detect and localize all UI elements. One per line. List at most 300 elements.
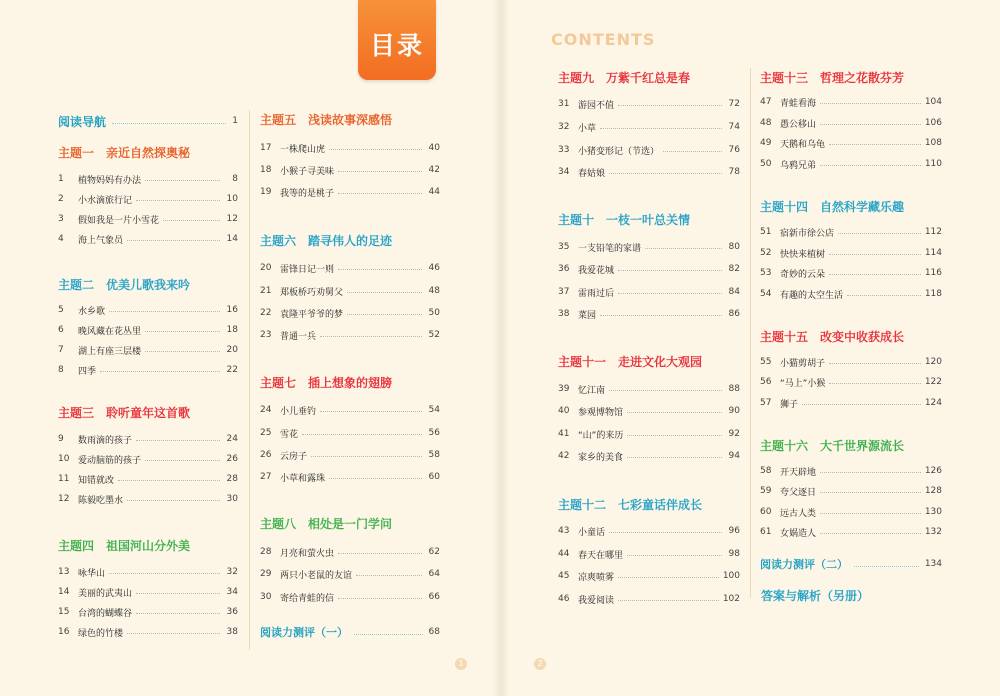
dot-leader — [618, 293, 722, 294]
dot-leader — [802, 404, 921, 405]
toc-entry[interactable] — [58, 172, 238, 186]
dot-leader — [320, 411, 422, 412]
entry-title: 美丽的武夷山 — [78, 588, 133, 599]
entry-title: 远古人类 — [780, 508, 817, 519]
entry-number: 44 — [558, 549, 570, 559]
reading-guide-entry[interactable] — [58, 113, 238, 129]
dot-leader — [618, 600, 719, 601]
dot-leader — [109, 311, 220, 312]
entry-title: 小儿垂钓 — [280, 406, 317, 417]
entry-number: 26 — [260, 450, 272, 460]
dot-leader — [100, 371, 220, 372]
toc-entry[interactable] — [558, 382, 740, 396]
entry-title: 家乡的美食 — [578, 452, 624, 463]
dot-leader — [609, 532, 722, 533]
entry-title: 狮子 — [780, 399, 799, 410]
section-title: 一枝一叶总关情 — [606, 213, 691, 227]
entry-title: 小水滴旅行记 — [78, 195, 133, 206]
entry-title: 郑板桥巧劝舅父 — [280, 287, 344, 298]
entry-title: 夸父逐日 — [780, 487, 817, 498]
section-heading[interactable] — [760, 198, 904, 215]
section-title: 踏寻伟人的足迹 — [308, 234, 393, 248]
toc-entry[interactable] — [760, 266, 942, 280]
entry-number: 16 — [58, 627, 70, 637]
toc-entry[interactable] — [58, 432, 238, 446]
entry-number: 47 — [760, 97, 772, 107]
toc-entry[interactable] — [558, 569, 740, 583]
toc-entry[interactable] — [260, 306, 440, 320]
toc-entry[interactable] — [58, 212, 238, 226]
toc-entry[interactable] — [760, 116, 942, 130]
entry-page: 62 — [428, 547, 440, 557]
entry-number: 48 — [760, 118, 772, 128]
entry-page: 12 — [226, 214, 238, 224]
entry-page: 106 — [924, 118, 942, 128]
entry-page: 24 — [226, 434, 238, 444]
toc-entry[interactable] — [260, 261, 440, 275]
entry-number: 1 — [58, 174, 64, 184]
entry-number: 54 — [760, 289, 772, 299]
entry-title: 阅读导航 — [58, 114, 107, 129]
toc-entry[interactable] — [58, 303, 238, 317]
entry-title: 我爱花城 — [578, 265, 615, 276]
column-divider — [249, 110, 250, 650]
toc-entry[interactable] — [558, 262, 740, 276]
toc-entry[interactable] — [760, 136, 942, 150]
entry-title: 阅读力测评（二） — [760, 558, 848, 571]
toc-entry[interactable] — [260, 328, 440, 342]
entry-number: 10 — [58, 454, 70, 464]
section-label: 主题七 — [260, 376, 297, 390]
entry-number: 20 — [260, 263, 272, 273]
entry-page: 108 — [924, 138, 942, 148]
toc-entry[interactable] — [760, 464, 942, 478]
entry-number: 59 — [760, 486, 772, 496]
entry-number: 43 — [558, 526, 570, 536]
section-heading[interactable] — [760, 437, 904, 454]
entry-number: 29 — [260, 569, 272, 579]
dot-leader — [338, 171, 422, 172]
section-title: 万紫千红总是春 — [606, 71, 691, 85]
entry-page: 120 — [924, 357, 942, 367]
entry-title: 袁隆平爷爷的梦 — [280, 309, 344, 320]
toc-entry[interactable] — [760, 525, 942, 539]
entry-page: 38 — [226, 627, 238, 637]
section-label: 主题十二 — [558, 498, 607, 512]
entry-page: 118 — [924, 289, 942, 299]
entry-page: 74 — [728, 122, 740, 132]
toc-entry[interactable] — [558, 240, 740, 254]
toc-entry[interactable] — [58, 343, 238, 357]
section-title: 祖国河山分外美 — [106, 539, 191, 553]
section-label: 主题十四 — [760, 200, 809, 214]
section-title: 自然科学藏乐趣 — [820, 200, 905, 214]
toc-entry[interactable] — [260, 590, 440, 604]
entry-title: 青蛙看海 — [780, 98, 817, 109]
toc-entry[interactable] — [558, 285, 740, 299]
entry-page: 94 — [728, 451, 740, 461]
entry-number: 4 — [58, 234, 64, 244]
entry-page: 48 — [428, 286, 440, 296]
dot-leader — [820, 124, 921, 125]
entry-title: 假如我是一片小雪花 — [78, 215, 160, 226]
toc-entry[interactable] — [760, 505, 942, 519]
entry-title: “马上”小猴 — [780, 378, 826, 389]
entry-number: 5 — [58, 305, 64, 315]
section-label: 主题三 — [58, 406, 95, 420]
section-label: 主题十三 — [760, 71, 809, 85]
dot-leader — [109, 573, 220, 574]
dot-leader — [600, 128, 722, 129]
dot-leader — [829, 254, 921, 255]
dot-leader — [820, 492, 921, 493]
entry-title: 爱动脑筋的孩子 — [78, 455, 142, 466]
toc-entry[interactable] — [760, 225, 942, 239]
dot-leader — [618, 270, 722, 271]
toc-entry[interactable] — [260, 284, 440, 298]
section-heading[interactable] — [260, 515, 392, 532]
entry-page: 30 — [226, 494, 238, 504]
toc-entry[interactable] — [260, 163, 440, 177]
toc-entry[interactable] — [58, 363, 238, 377]
toc-entry[interactable] — [558, 592, 740, 606]
entry-title: 寄给青蛙的信 — [280, 593, 335, 604]
section-title: 浅读故事深感悟 — [308, 113, 393, 127]
entry-title: 小猫剪胡子 — [780, 358, 826, 369]
entry-page: 68 — [428, 627, 440, 637]
entry-title: 忆江南 — [578, 385, 606, 396]
entry-title: 两只小老鼠的友谊 — [280, 570, 353, 581]
entry-title: 宿新市徐公店 — [780, 228, 835, 239]
entry-title: 阅读力测评（一） — [260, 626, 348, 639]
dot-leader — [854, 566, 919, 567]
toc-entry[interactable] — [760, 287, 942, 301]
entry-title: 数雨滴的孩子 — [78, 435, 133, 446]
section-label: 主题十 — [558, 213, 595, 227]
toc-entry[interactable] — [760, 396, 942, 410]
entry-title: 四季 — [78, 366, 97, 377]
entry-number: 52 — [760, 248, 772, 258]
entry-page: 10 — [226, 194, 238, 204]
dot-leader — [820, 165, 921, 166]
page-title: 目录 — [358, 0, 436, 80]
entry-title: 陈毅吃墨水 — [78, 495, 124, 506]
toc-entry[interactable] — [58, 452, 238, 466]
entry-number: 32 — [558, 122, 570, 132]
entry-page: 1 — [232, 116, 238, 126]
section-label: 主题四 — [58, 539, 95, 553]
toc-entry[interactable] — [558, 404, 740, 418]
section-heading[interactable] — [260, 232, 392, 249]
entry-number: 23 — [260, 330, 272, 340]
entry-number: 7 — [58, 345, 64, 355]
page-number-left: 1 — [455, 658, 467, 670]
entry-page: 52 — [428, 330, 440, 340]
entry-page: 116 — [924, 268, 942, 278]
entry-title: 小童话 — [578, 527, 606, 538]
toc-entry[interactable] — [760, 157, 942, 171]
section-title: 走进文化大观园 — [618, 355, 703, 369]
entry-number: 58 — [760, 466, 772, 476]
dot-leader — [627, 412, 722, 413]
section-title: 相处是一门学问 — [308, 517, 393, 531]
entry-title: 我爱阅读 — [578, 595, 615, 606]
section-heading[interactable] — [558, 496, 702, 513]
section-heading[interactable] — [58, 404, 190, 421]
section-heading[interactable] — [558, 211, 690, 228]
toc-entry[interactable] — [760, 375, 942, 389]
section-heading[interactable] — [58, 537, 190, 554]
entry-title: 知错就改 — [78, 475, 115, 486]
entry-title: 台湾的蝴蝶谷 — [78, 608, 133, 619]
entry-page: 34 — [226, 587, 238, 597]
dot-leader — [829, 144, 921, 145]
dot-leader — [820, 472, 921, 473]
toc-entry[interactable] — [58, 625, 238, 639]
section-label: 主题十五 — [760, 330, 809, 344]
entry-number: 53 — [760, 268, 772, 278]
section-label: 主题六 — [260, 234, 297, 248]
book-spine — [492, 0, 510, 696]
entry-number: 31 — [558, 99, 570, 109]
entry-title: 植物妈妈有办法 — [78, 175, 142, 186]
toc-entry[interactable] — [58, 605, 238, 619]
entry-number: 49 — [760, 138, 772, 148]
dot-leader — [627, 457, 722, 458]
dot-leader — [338, 193, 422, 194]
entry-title: 小草和露珠 — [280, 473, 326, 484]
entry-number: 19 — [260, 187, 272, 197]
entry-title: 一株爬山虎 — [280, 144, 326, 155]
entry-number: 55 — [760, 357, 772, 367]
toc-entry[interactable] — [58, 232, 238, 246]
dot-leader — [820, 513, 921, 514]
toc-entry[interactable] — [58, 585, 238, 599]
entry-title: 雷雨过后 — [578, 288, 615, 299]
entry-page: 80 — [728, 242, 740, 252]
entry-number: 30 — [260, 592, 272, 602]
entry-number: 22 — [260, 308, 272, 318]
entry-page: 18 — [226, 325, 238, 335]
toc-entry[interactable] — [58, 192, 238, 206]
dot-leader — [338, 598, 422, 599]
entry-title: 小草 — [578, 123, 597, 134]
entry-page: 8 — [232, 174, 238, 184]
toc-entry[interactable] — [558, 307, 740, 321]
entry-page: 102 — [722, 594, 740, 604]
dot-leader — [829, 363, 921, 364]
entry-title: 天鹅和乌龟 — [780, 139, 826, 150]
entry-page: 92 — [728, 429, 740, 439]
entry-page: 96 — [728, 526, 740, 536]
toc-entry[interactable] — [558, 165, 740, 179]
entry-page: 22 — [226, 365, 238, 375]
entry-title: 雪花 — [280, 429, 299, 440]
toc-entry[interactable] — [260, 403, 440, 417]
dot-leader — [663, 151, 722, 152]
entry-title: 菜园 — [578, 310, 597, 321]
dot-leader — [320, 336, 422, 337]
entry-number: 14 — [58, 587, 70, 597]
toc-entry[interactable] — [558, 449, 740, 463]
entry-page: 36 — [226, 607, 238, 617]
dot-leader — [347, 314, 422, 315]
toc-entry[interactable] — [58, 565, 238, 579]
entry-title: 春姑娘 — [578, 168, 606, 179]
entry-number: 60 — [760, 507, 772, 517]
toc-entry[interactable] — [760, 95, 942, 109]
entry-title: 湖上有座三层楼 — [78, 346, 142, 357]
entry-number: 2 — [58, 194, 64, 204]
entry-page: 86 — [728, 309, 740, 319]
dot-leader — [645, 248, 722, 249]
entry-page: 16 — [226, 305, 238, 315]
entry-title: 小猪变形记（节选） — [578, 146, 660, 157]
entry-page: 134 — [924, 559, 942, 569]
entry-number: 8 — [58, 365, 64, 375]
entry-page: 100 — [722, 571, 740, 581]
entry-number: 18 — [260, 165, 272, 175]
entry-title: 月亮和萤火虫 — [280, 548, 335, 559]
section-heading[interactable] — [760, 328, 904, 345]
dot-leader — [838, 233, 921, 234]
entry-page: 64 — [428, 569, 440, 579]
dot-leader — [627, 435, 722, 436]
section-label: 主题一 — [58, 146, 95, 160]
entry-page: 104 — [924, 97, 942, 107]
toc-entry[interactable] — [558, 143, 740, 157]
assessment-entry[interactable] — [260, 624, 440, 640]
entry-number: 36 — [558, 264, 570, 274]
entry-title: 普通一兵 — [280, 331, 317, 342]
section-heading[interactable] — [760, 69, 904, 86]
entry-title: 参观博物馆 — [578, 407, 624, 418]
dot-leader — [356, 575, 422, 576]
entry-page: 76 — [728, 145, 740, 155]
toc-entry[interactable] — [58, 492, 238, 506]
section-heading[interactable] — [58, 144, 190, 161]
section-heading[interactable] — [58, 276, 190, 293]
dot-leader — [136, 593, 220, 594]
toc-entry[interactable] — [58, 472, 238, 486]
toc-entry[interactable] — [58, 323, 238, 337]
toc-entry[interactable] — [260, 567, 440, 581]
section-heading[interactable] — [260, 111, 392, 128]
entry-page: 124 — [924, 398, 942, 408]
dot-leader — [618, 577, 719, 578]
section-title: 优美儿歌我来吟 — [106, 278, 191, 292]
entry-title: 凉爽喷雾 — [578, 572, 615, 583]
section-label: 主题十一 — [558, 355, 607, 369]
answer-note: 答案与解析（另册） — [761, 589, 870, 603]
toc-entry[interactable] — [558, 547, 740, 561]
section-label: 主题二 — [58, 278, 95, 292]
entry-number: 15 — [58, 607, 70, 617]
entry-number: 33 — [558, 145, 570, 155]
entry-number: 50 — [760, 159, 772, 169]
toc-entry[interactable] — [558, 120, 740, 134]
dot-leader — [136, 613, 220, 614]
dot-leader — [618, 105, 722, 106]
toc-entry[interactable] — [260, 141, 440, 155]
dot-leader — [163, 220, 220, 221]
entry-number: 61 — [760, 527, 772, 537]
dot-leader — [338, 553, 422, 554]
entry-title: 晚风藏在花丛里 — [78, 326, 142, 337]
entry-page: 130 — [924, 507, 942, 517]
assessment-entry[interactable] — [760, 556, 942, 572]
toc-entry[interactable] — [260, 185, 440, 199]
entry-number: 46 — [558, 594, 570, 604]
toc-entry[interactable] — [260, 470, 440, 484]
dot-leader — [609, 173, 722, 174]
dot-leader — [302, 434, 422, 435]
section-title: 聆听童年这首歌 — [106, 406, 191, 420]
dot-leader — [820, 103, 921, 104]
toc-entry[interactable] — [558, 427, 740, 441]
dot-leader — [136, 440, 220, 441]
entry-page: 14 — [226, 234, 238, 244]
dot-leader — [829, 274, 921, 275]
entry-page: 40 — [428, 143, 440, 153]
toc-entry[interactable] — [558, 97, 740, 111]
dot-leader — [127, 500, 220, 501]
entry-page: 72 — [728, 99, 740, 109]
entry-number: 24 — [260, 405, 272, 415]
toc-entry[interactable] — [760, 355, 942, 369]
entry-page: 84 — [728, 287, 740, 297]
dot-leader — [311, 456, 422, 457]
dot-leader — [145, 180, 220, 181]
entry-number: 9 — [58, 434, 64, 444]
toc-entry[interactable] — [760, 484, 942, 498]
entry-title: 水乡歌 — [78, 306, 106, 317]
entry-page: 88 — [728, 384, 740, 394]
entry-page: 122 — [924, 377, 942, 387]
entry-page: 50 — [428, 308, 440, 318]
contents-heading: CONTENTS — [551, 30, 656, 49]
section-heading[interactable] — [260, 374, 392, 391]
section-heading[interactable] — [558, 69, 690, 86]
toc-entry[interactable] — [260, 448, 440, 462]
entry-title: 春天在哪里 — [578, 550, 624, 561]
entry-title: 奇妙的云朵 — [780, 269, 826, 280]
toc-entry[interactable] — [260, 545, 440, 559]
entry-title: 绿色的竹楼 — [78, 628, 124, 639]
page-number-right: 2 — [534, 658, 546, 670]
entry-number: 25 — [260, 428, 272, 438]
entry-number: 45 — [558, 571, 570, 581]
section-label: 主题十六 — [760, 439, 809, 453]
toc-entry[interactable] — [260, 426, 440, 440]
entry-page: 126 — [924, 466, 942, 476]
entry-title: 开天辟地 — [780, 467, 817, 478]
dot-leader — [127, 633, 220, 634]
entry-number: 3 — [58, 214, 64, 224]
dot-leader — [118, 480, 220, 481]
dot-leader — [338, 269, 422, 270]
dot-leader — [112, 123, 226, 124]
toc-entry[interactable] — [558, 524, 740, 538]
entry-number: 28 — [260, 547, 272, 557]
entry-page: 26 — [226, 454, 238, 464]
entry-number: 57 — [760, 398, 772, 408]
entry-number: 40 — [558, 406, 570, 416]
toc-entry[interactable] — [760, 246, 942, 260]
column-divider — [750, 68, 751, 598]
entry-number: 13 — [58, 567, 70, 577]
section-heading[interactable] — [558, 353, 702, 370]
